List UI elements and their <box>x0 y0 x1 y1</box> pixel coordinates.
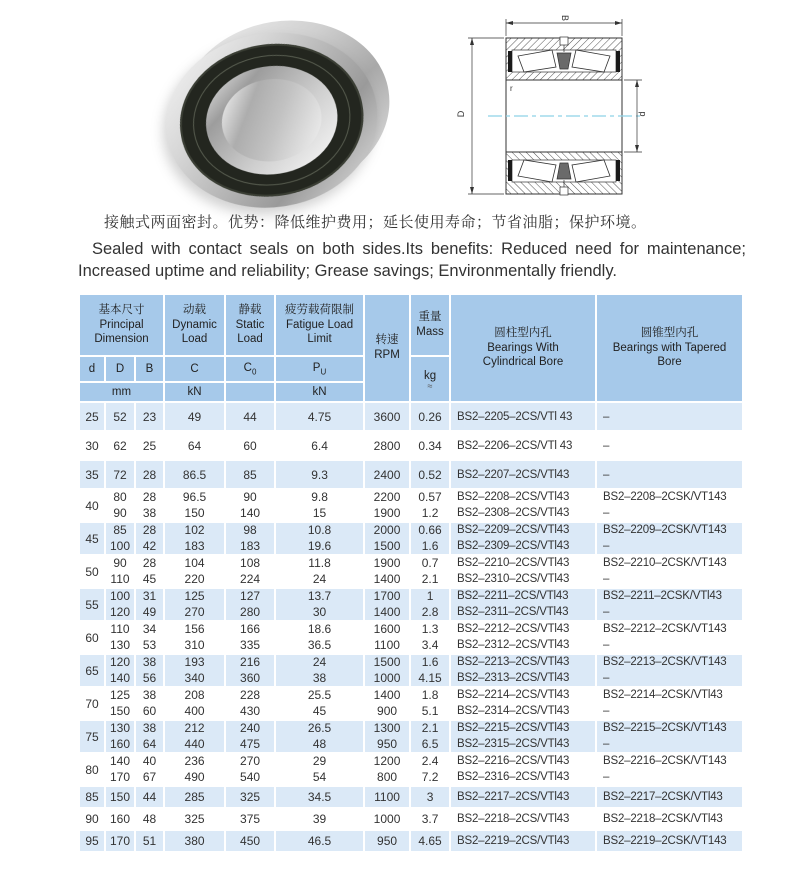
cell-B: 38 60 <box>135 687 164 720</box>
cell-tapered: BS2–2210–2CSK/VT143 – <box>596 555 743 588</box>
cell-d: 60 <box>79 621 105 654</box>
cell-d: 40 <box>79 489 105 522</box>
table-row <box>79 588 743 621</box>
cell-Pu: 18.6 36.5 <box>275 621 364 654</box>
header-rpm <box>364 294 410 402</box>
cell-C0: 60 <box>225 431 275 460</box>
cell-Pu: 46.5 <box>275 830 364 852</box>
cell-D: 62 <box>105 431 135 460</box>
cell-Pu: 4.75 <box>275 402 364 431</box>
cell-mass: 1.3 3.4 <box>410 621 450 654</box>
cell-C0: 85 <box>225 460 275 489</box>
subheader-Pu: $P_U$ <box>275 356 364 382</box>
cell-rpm: 1700 1400 <box>364 588 410 621</box>
unit-approx: ≈ <box>427 381 433 392</box>
cell-D: 120 140 <box>105 654 135 687</box>
bearing-seal-groove <box>183 44 360 197</box>
cell-rpm: 1000 <box>364 808 410 830</box>
cell-B: 28 <box>135 460 164 489</box>
cell-Pu: 34.5 <box>275 786 364 808</box>
cell-rpm: 2800 <box>364 431 410 460</box>
cell-Pu: 9.8 15 <box>275 489 364 522</box>
bearing-seal-ring <box>169 31 375 209</box>
cell-B: 28 38 <box>135 489 164 522</box>
unit-kN-dynamic: kN <box>164 382 225 402</box>
cell-D: 85 100 <box>105 522 135 555</box>
unit-kN-static <box>225 382 275 402</box>
cell-tapered: BS2–2213–2CSK/VT143 – <box>596 654 743 687</box>
cell-d: 35 <box>79 460 105 489</box>
cell-D: 110 130 <box>105 621 135 654</box>
cell-cylindrical: BS2–2213–2CS/VTl43 BS2–2313–2CS/VTl43 <box>450 654 596 687</box>
cell-D: 52 <box>105 402 135 431</box>
cell-cylindrical: BS2–2218–2CS/VTl43 <box>450 808 596 830</box>
cell-cylindrical: BS2–2206–2CS/VTl 43 <box>450 431 596 460</box>
cell-C: 102 183 <box>164 522 225 555</box>
cell-C: 325 <box>164 808 225 830</box>
table-row <box>79 402 743 431</box>
cell-B: 28 42 <box>135 522 164 555</box>
cell-mass: 1.6 4.15 <box>410 654 450 687</box>
cell-Pu: 13.7 30 <box>275 588 364 621</box>
cell-mass: 1.8 5.1 <box>410 687 450 720</box>
cell-mass: 0.52 <box>410 460 450 489</box>
cell-B: 51 <box>135 830 164 852</box>
cell-C: 380 <box>164 830 225 852</box>
cell-mass: 3 <box>410 786 450 808</box>
description-chinese: 接触式两面密封。优势：降低维护费用；延长使用寿命；节省油脂；保护环境。 <box>104 214 647 231</box>
cell-tapered: BS2–2218–2CSK/VTl43 <box>596 808 743 830</box>
subheader-kg <box>410 356 450 402</box>
cell-C: 49 <box>164 402 225 431</box>
header-fatigue-en: Fatigue Load Limit <box>285 318 354 346</box>
cell-tapered: BS2–2209–2CSK/VT143 – <box>596 522 743 555</box>
cell-C0: 228 430 <box>225 687 275 720</box>
cell-rpm: 2000 1500 <box>364 522 410 555</box>
cell-mass: 3.7 <box>410 808 450 830</box>
cell-rpm: 1300 950 <box>364 720 410 753</box>
cell-mass: 0.66 1.6 <box>410 522 450 555</box>
cell-rpm: 1100 <box>364 786 410 808</box>
cell-C: 285 <box>164 786 225 808</box>
header-dynamic-load <box>164 294 225 356</box>
table-row <box>79 621 743 654</box>
cell-D: 72 <box>105 460 135 489</box>
cell-rpm: 1500 1000 <box>364 654 410 687</box>
unit-mm: mm <box>79 382 164 402</box>
label-D: D <box>456 110 466 118</box>
cell-cylindrical: BS2–2215–2CS/VTl43 BS2–2315–2CS/VTl43 <box>450 720 596 753</box>
header-rpm-zh: 转速 <box>375 334 399 347</box>
header-dynamic-en: Dynamic Load <box>172 318 217 346</box>
cell-rpm: 1600 1100 <box>364 621 410 654</box>
description-english-line1: Sealed with contact seals on both sides.Its benefits: Reduced need for maintenance; <box>92 239 746 258</box>
cell-tapered: – <box>596 431 743 460</box>
cell-Pu: 29 54 <box>275 753 364 786</box>
subheader-d: d <box>79 356 105 382</box>
cell-C0: 240 475 <box>225 720 275 753</box>
header-static-load <box>225 294 275 356</box>
header-mass-en: Mass <box>416 326 444 338</box>
cell-C: 104 220 <box>164 555 225 588</box>
cell-cylindrical: BS2–2207–2CS/VTl43 <box>450 460 596 489</box>
cell-C0: 375 <box>225 808 275 830</box>
cell-B: 28 45 <box>135 555 164 588</box>
table-row <box>79 687 743 720</box>
table-row <box>79 489 743 522</box>
cell-B: 25 <box>135 431 164 460</box>
cell-rpm: 950 <box>364 830 410 852</box>
cell-tapered: BS2–2212–2CSK/VT143 – <box>596 621 743 654</box>
cell-mass: 0.57 1.2 <box>410 489 450 522</box>
header-cylindrical-bore <box>450 294 596 402</box>
table-row <box>79 654 743 687</box>
cell-C: 96.5 150 <box>164 489 225 522</box>
cell-Pu: 39 <box>275 808 364 830</box>
cell-B: 31 49 <box>135 588 164 621</box>
cell-d: 90 <box>79 808 105 830</box>
cell-tapered: BS2–2216–2CSK/VT143 – <box>596 753 743 786</box>
cell-cylindrical: BS2–2209–2CS/VTl43 BS2–2309–2CS/VTl43 <box>450 522 596 555</box>
header-principal-dimension <box>79 294 164 356</box>
cell-C0: 98 183 <box>225 522 275 555</box>
header-static-zh: 静载 <box>238 303 262 316</box>
cell-tapered: BS2–2215–2CSK/VT143 – <box>596 720 743 753</box>
table-row <box>79 808 743 830</box>
subheader-C: C <box>164 356 225 382</box>
cell-tapered: BS2–2208–2CSK/VT143 – <box>596 489 743 522</box>
cell-Pu: 6.4 <box>275 431 364 460</box>
cell-B: 34 53 <box>135 621 164 654</box>
cell-tapered: BS2–2211–2CSK/VTl43 – <box>596 588 743 621</box>
cell-C0: 127 280 <box>225 588 275 621</box>
bearing-spec-table <box>78 293 744 853</box>
cell-mass: 0.26 <box>410 402 450 431</box>
header-fatigue-load-limit <box>275 294 364 356</box>
label-d: d <box>637 111 647 117</box>
cell-C: 125 270 <box>164 588 225 621</box>
cell-cylindrical: BS2–2219–2CS/VTl43 <box>450 830 596 852</box>
label-B: B <box>560 14 570 22</box>
cell-rpm: 1200 800 <box>364 753 410 786</box>
cell-mass: 1 2.8 <box>410 588 450 621</box>
cell-C: 64 <box>164 431 225 460</box>
table-row <box>79 786 743 808</box>
cell-B: 38 64 <box>135 720 164 753</box>
subheader-C0: $C_0$ <box>225 356 275 382</box>
cell-d: 70 <box>79 687 105 720</box>
cell-cylindrical: BS2–2210–2CS/VTl43 BS2–2310–2CS/VTl43 <box>450 555 596 588</box>
cell-tapered: BS2–2217–2CSK/VTl43 <box>596 786 743 808</box>
header-static-en: Static Load <box>235 318 265 346</box>
label-r: r <box>510 84 513 93</box>
cell-C0: 90 140 <box>225 489 275 522</box>
cell-d: 95 <box>79 830 105 852</box>
header-principal-zh: 基本尺寸 <box>98 303 145 316</box>
cell-B: 44 <box>135 786 164 808</box>
subheader-D: D <box>105 356 135 382</box>
cell-C0: 108 224 <box>225 555 275 588</box>
cell-rpm: 3600 <box>364 402 410 431</box>
cell-D: 80 90 <box>105 489 135 522</box>
header-principal-en: Principal Dimension <box>94 318 149 346</box>
cell-cylindrical: BS2–2217–2CS/VTl43 <box>450 786 596 808</box>
table-row <box>79 431 743 460</box>
cell-D: 170 <box>105 830 135 852</box>
cell-rpm: 2400 <box>364 460 410 489</box>
cell-C0: 44 <box>225 402 275 431</box>
cell-Pu: 10.8 19.6 <box>275 522 364 555</box>
cell-C: 236 490 <box>164 753 225 786</box>
table-row <box>79 830 743 852</box>
cell-mass: 0.34 <box>410 431 450 460</box>
header-tapered-en: Bearings with Tapered Bore <box>612 341 727 369</box>
cell-cylindrical: BS2–2205–2CS/VTl 43 <box>450 402 596 431</box>
cell-C: 156 310 <box>164 621 225 654</box>
cell-D: 125 150 <box>105 687 135 720</box>
table-row <box>79 720 743 753</box>
cell-C0: 450 <box>225 830 275 852</box>
ring-section-bottom <box>506 152 622 195</box>
table-row <box>79 460 743 489</box>
bearing-bore-hole <box>216 72 328 168</box>
header-dynamic-zh: 动载 <box>183 303 207 316</box>
cell-d: 75 <box>79 720 105 753</box>
header-rpm-en: RPM <box>374 349 400 361</box>
cell-Pu: 25.5 45 <box>275 687 364 720</box>
cell-C0: 166 335 <box>225 621 275 654</box>
cell-mass: 0.7 2.1 <box>410 555 450 588</box>
cell-B: 40 67 <box>135 753 164 786</box>
cell-B: 23 <box>135 402 164 431</box>
spec-table-body <box>79 402 743 852</box>
cell-d: 80 <box>79 753 105 786</box>
header-tapered-bore <box>596 294 743 402</box>
unit-kg: kg <box>423 369 437 382</box>
header-cylindrical-en: Bearings With Cylindrical Bore <box>482 341 564 369</box>
cell-C0: 216 360 <box>225 654 275 687</box>
header-tapered-zh: 圆锥型内孔 <box>640 326 699 339</box>
cell-mass: 2.4 7.2 <box>410 753 450 786</box>
cell-tapered: BS2–2219–2CSK/VT143 <box>596 830 743 852</box>
cell-mass: 2.1 6.5 <box>410 720 450 753</box>
cell-cylindrical: BS2–2208–2CS/VTl43 BS2–2308–2CS/VTl43 <box>450 489 596 522</box>
cell-tapered: – <box>596 460 743 489</box>
cell-d: 55 <box>79 588 105 621</box>
table-row <box>79 753 743 786</box>
unit-kN-fatigue: kN <box>275 382 364 402</box>
cell-B: 48 <box>135 808 164 830</box>
description-english-line2: Increased uptime and reliability; Grease savings; Environmentally friendly. <box>78 261 617 280</box>
cell-D: 160 <box>105 808 135 830</box>
cell-C0: 325 <box>225 786 275 808</box>
cell-D: 140 170 <box>105 753 135 786</box>
header-mass-zh: 重量 <box>418 311 442 324</box>
bearing-bore-ring <box>198 57 345 184</box>
cell-C: 208 400 <box>164 687 225 720</box>
cell-D: 90 110 <box>105 555 135 588</box>
cell-d: 30 <box>79 431 105 460</box>
subheader-B: B <box>135 356 164 382</box>
bearing-photo <box>150 3 409 227</box>
cell-cylindrical: BS2–2212–2CS/VTl43 BS2–2312–2CS/VTl43 <box>450 621 596 654</box>
cell-Pu: 11.8 24 <box>275 555 364 588</box>
ring-section-top <box>506 37 622 80</box>
cell-C: 212 440 <box>164 720 225 753</box>
cell-Pu: 9.3 <box>275 460 364 489</box>
cell-D: 130 160 <box>105 720 135 753</box>
cell-d: 45 <box>79 522 105 555</box>
header-mass <box>410 294 450 356</box>
cell-Pu: 26.5 48 <box>275 720 364 753</box>
cell-Pu: 24 38 <box>275 654 364 687</box>
cell-d: 25 <box>79 402 105 431</box>
cell-cylindrical: BS2–2214–2CS/VTl43 BS2–2314–2CS/VTl43 <box>450 687 596 720</box>
cell-B: 38 56 <box>135 654 164 687</box>
cell-D: 100 120 <box>105 588 135 621</box>
cell-rpm: 1900 1400 <box>364 555 410 588</box>
cell-d: 65 <box>79 654 105 687</box>
cell-rpm: 1400 900 <box>364 687 410 720</box>
table-row <box>79 522 743 555</box>
cell-d: 85 <box>79 786 105 808</box>
cell-rpm: 2200 1900 <box>364 489 410 522</box>
header-fatigue-zh: 疲劳载荷限制 <box>285 303 355 316</box>
description-block <box>78 212 746 282</box>
dimension-B <box>506 15 622 36</box>
cell-tapered: BS2–2214–2CSK/VTl43 – <box>596 687 743 720</box>
header-cylindrical-zh: 圆柱型内孔 <box>494 326 552 339</box>
bearing-cross-section-drawing <box>444 6 682 210</box>
cell-C: 193 340 <box>164 654 225 687</box>
cell-cylindrical: BS2–2216–2CS/VTl43 BS2–2316–2CS/VTl43 <box>450 753 596 786</box>
cell-cylindrical: BS2–2211–2CS/VTl43 BS2–2311–2CS/VTl43 <box>450 588 596 621</box>
cell-C: 86.5 <box>164 460 225 489</box>
cell-mass: 4.65 <box>410 830 450 852</box>
cell-d: 50 <box>79 555 105 588</box>
cell-C0: 270 540 <box>225 753 275 786</box>
cell-tapered: – <box>596 402 743 431</box>
cell-D: 150 <box>105 786 135 808</box>
table-row <box>79 555 743 588</box>
